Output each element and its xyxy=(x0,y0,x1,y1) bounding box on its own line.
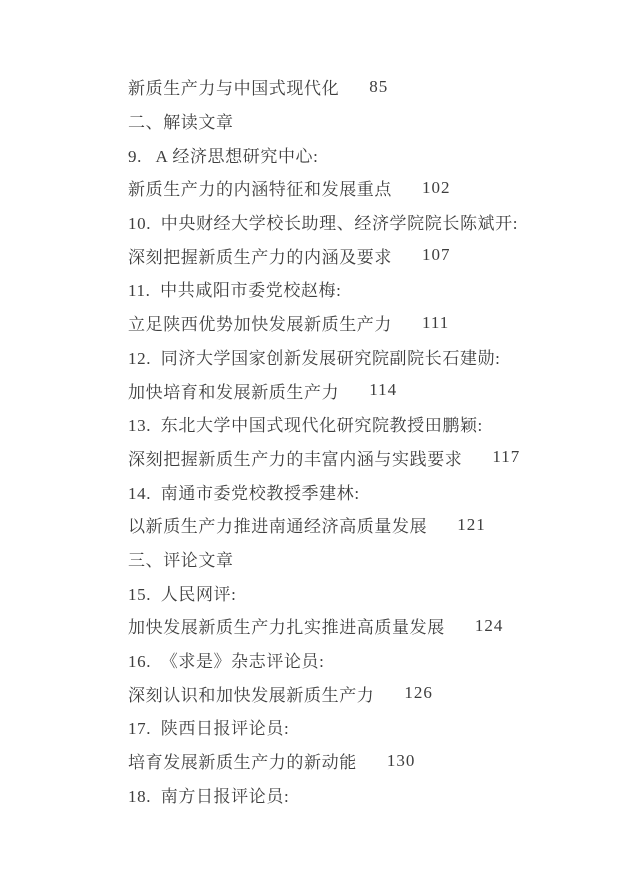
toc-entry-line xyxy=(128,340,614,374)
toc-text: 新质生产力与中国式现代化 xyxy=(128,79,340,99)
toc-text: 二、解读文章 xyxy=(128,113,234,133)
toc-text: 深刻把握新质生产力的内涵及要求 xyxy=(128,247,392,267)
toc-title-line xyxy=(128,70,614,104)
toc-entry-line xyxy=(128,407,614,441)
toc-entry-line xyxy=(128,777,614,811)
page-number: 117 xyxy=(492,447,521,467)
toc-text: 加快培育和发展新质生产力 xyxy=(128,382,340,402)
toc-text: 培育发展新质生产力的新动能 xyxy=(128,753,357,773)
toc-title-line xyxy=(128,306,614,340)
page-number: 130 xyxy=(386,750,416,770)
toc-entry-line xyxy=(128,643,614,677)
toc-text: 17. 陕西日报评论员: xyxy=(128,719,290,739)
toc-entry-line xyxy=(128,205,614,239)
page-number: 111 xyxy=(422,312,450,332)
toc-text: 16. 《求是》杂志评论员: xyxy=(128,652,325,672)
toc-entry-line xyxy=(128,710,614,744)
toc-text: 18. 南方日报评论员: xyxy=(128,786,290,806)
page-number: 102 xyxy=(422,177,451,197)
toc-text: 新质生产力的内涵特征和发展重点 xyxy=(128,180,392,200)
toc-section-heading xyxy=(128,104,614,138)
toc-entry-line xyxy=(128,474,614,508)
toc-title-line xyxy=(128,238,614,272)
toc-text: 三、评论文章 xyxy=(128,550,234,570)
toc-entry-line xyxy=(128,272,614,306)
toc-title-line xyxy=(128,744,614,778)
toc-title-line xyxy=(128,676,614,710)
toc-text: 立足陕西优势加快发展新质生产力 xyxy=(128,315,392,335)
toc-text: 加快发展新质生产力扎实推进高质量发展 xyxy=(128,618,445,638)
toc-title-line xyxy=(128,441,614,475)
toc-text: 深刻把握新质生产力的丰富内涵与实践要求 xyxy=(128,449,463,469)
toc-entry-line xyxy=(128,137,614,171)
toc-title-line xyxy=(128,373,614,407)
toc-text: 10. 中央财经大学校长助理、经济学院院长陈斌开: xyxy=(128,214,519,234)
toc-title-line xyxy=(128,171,614,205)
toc-text: 13. 东北大学中国式现代化研究院教授田鹏颖: xyxy=(128,416,483,436)
toc-text: 深刻认识和加快发展新质生产力 xyxy=(128,685,375,705)
page-number: 124 xyxy=(474,615,504,635)
page-number: 121 xyxy=(457,514,486,534)
toc-text: 9. A 经济思想研究中心: xyxy=(128,146,319,166)
page-number: 114 xyxy=(369,380,398,400)
toc-title-line xyxy=(128,508,614,542)
toc-text: 以新质生产力推进南通经济高质量发展 xyxy=(128,517,428,537)
toc-text: 14. 南通市委党校教授季建林: xyxy=(128,483,360,503)
toc-text: 12. 同济大学国家创新发展研究院副院长石建勋: xyxy=(128,348,501,368)
page-number: 107 xyxy=(422,245,451,265)
toc-entry-line xyxy=(128,575,614,609)
toc-text: 11. 中共咸阳市委党校赵梅: xyxy=(128,281,342,301)
toc-section-heading xyxy=(128,542,614,576)
page-number: 85 xyxy=(369,76,389,96)
toc-text: 15. 人民网评: xyxy=(128,584,237,604)
toc-title-line xyxy=(128,609,614,643)
page-number: 126 xyxy=(404,683,433,703)
